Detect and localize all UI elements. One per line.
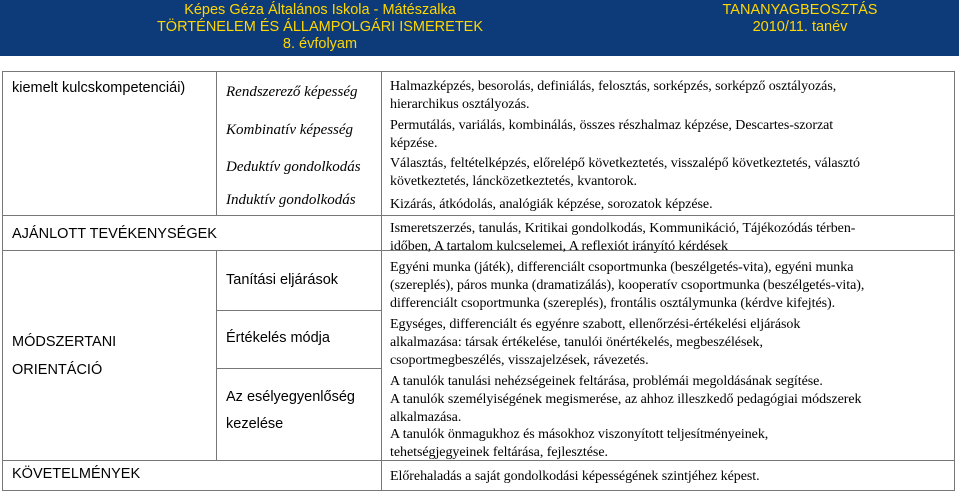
skill-text-line: képzése. (390, 135, 438, 151)
competences-label: kiemelt kulcskompetenciái) (12, 80, 186, 96)
col-divider-main (381, 71, 382, 491)
skill-text-inductive (390, 196, 713, 214)
row-divider-teaching (217, 310, 381, 311)
doc-type: TANANYAGBEOSZTÁS (722, 2, 878, 18)
activities-label: AJÁNLOTT TEVÉKENYSÉGEK (12, 226, 217, 242)
activities-text (390, 220, 855, 256)
method-text-line: A tanulók személyiségének megismerése, az ahhoz illeszkedő pedagógiai módszerek (390, 391, 862, 407)
method-text-line: Egységes, differenciált és egyénre szabott, ellenőrzési-értékelési eljárások (390, 317, 801, 332)
skill-text-line: következtetés, láncközetkeztetés, kvantorok. (390, 173, 637, 189)
row-divider-activities (2, 215, 954, 216)
method-label-evaluation: Értékelés módja (226, 330, 330, 346)
skill-label-deductive: Deduktív gondolkodás (226, 159, 361, 175)
method-text-line: alkalmazása. (390, 409, 462, 425)
skill-label-inductive: Induktív gondolkodás (226, 192, 356, 208)
skill-text-combinative (390, 117, 833, 153)
grade-label: 8. évfolyam (282, 36, 358, 52)
method-text-line: alkalmazása: társak értékelése, tanulói önértékelés, megbeszélések, (390, 334, 763, 350)
method-text-line: Egyéni munka (játék), differenciált csoportmunka (beszélgetés-vita), egyéni munka (390, 260, 854, 275)
requirements-text: Előrehaladás a saját gondolkodási képességének szintjéhez képest. (390, 469, 760, 484)
school-year: 2010/11. tanév (752, 19, 848, 35)
skill-text-line: hierarchikus osztályozás. (390, 96, 530, 112)
activities-line: időben, A tartalom kulcselemei, A reflexiót irányító kérdések (390, 238, 728, 254)
header-band (0, 0, 959, 56)
subject-title: TÖRTÉNELEM ÉS ÁLLAMPOLGÁRI ISMERETEK (156, 19, 484, 35)
skill-text-line: Kizárás, átkódolás, analógiák képzése, sorozatok képzése. (390, 197, 713, 212)
skill-text-line: Választás, feltételképzés, előrelépő következtetés, visszalépő következtetés, választó (390, 156, 860, 171)
method-text-line: A tanulók tanulási nehézségeinek feltárása, problémái megoldásának segítése. (390, 374, 823, 389)
activities-line: Ismeretszerzés, tanulás, Kritikai gondolkodás, Kommunikáció, Tájékozódás térben- (390, 221, 856, 236)
col-divider-methods (216, 250, 217, 460)
method-text-line: A tanulók önmagukhoz és másokhoz viszonyított teljesítményeinek, (390, 427, 769, 443)
methods-label-2: ORIENTÁCIÓ (12, 362, 103, 378)
skill-text-line: Halmazképzés, besorolás, definiálás, felosztás, sorképzés, sorképző osztályozás, (390, 79, 837, 94)
header-left (0, 2, 640, 53)
requirements-label: KÖVETELMÉNYEK (12, 466, 141, 482)
skill-text-line: Permutálás, variálás, kombinálás, összes részhalmaz képzése, Descartes-szorzat (390, 118, 834, 133)
skill-text-deductive (390, 155, 860, 191)
method-label-equality-2: kezelése (226, 416, 284, 432)
method-text-line: csoportmegbeszélés, visszajelzések, rávezetés. (390, 352, 649, 368)
method-label-equality-1: Az esélyegyenlőség (226, 389, 355, 405)
school-name: Képes Géza Általános Iskola - Mátészalka (184, 2, 456, 18)
method-text-evaluation (390, 316, 800, 369)
method-label-teaching: Tanítási eljárások (226, 272, 339, 288)
method-text-line: differenciált csoportmunka (szereplés), frontális osztálymunka (kérdve kifejtés). (390, 295, 836, 311)
skill-label-combinative: Kombinatív képesség (226, 122, 354, 138)
method-text-equality (390, 373, 862, 462)
header-right (690, 2, 910, 36)
methods-label-1: MÓDSZERTANI (12, 334, 117, 350)
method-text-teaching (390, 259, 864, 312)
skill-label-systematizing: Rendszerező képesség (226, 84, 358, 100)
skill-text-systematizing (390, 78, 836, 114)
method-text-line: (szereplés), páros munka (dramatizálás), kooperatív csoportmunka (beszélgetés-vita), (390, 277, 865, 293)
method-text-line: tehetségjegyeinek feltárása, fejlesztése. (390, 445, 608, 461)
row-divider-evaluation (217, 368, 381, 369)
col-divider-skills (216, 71, 217, 215)
